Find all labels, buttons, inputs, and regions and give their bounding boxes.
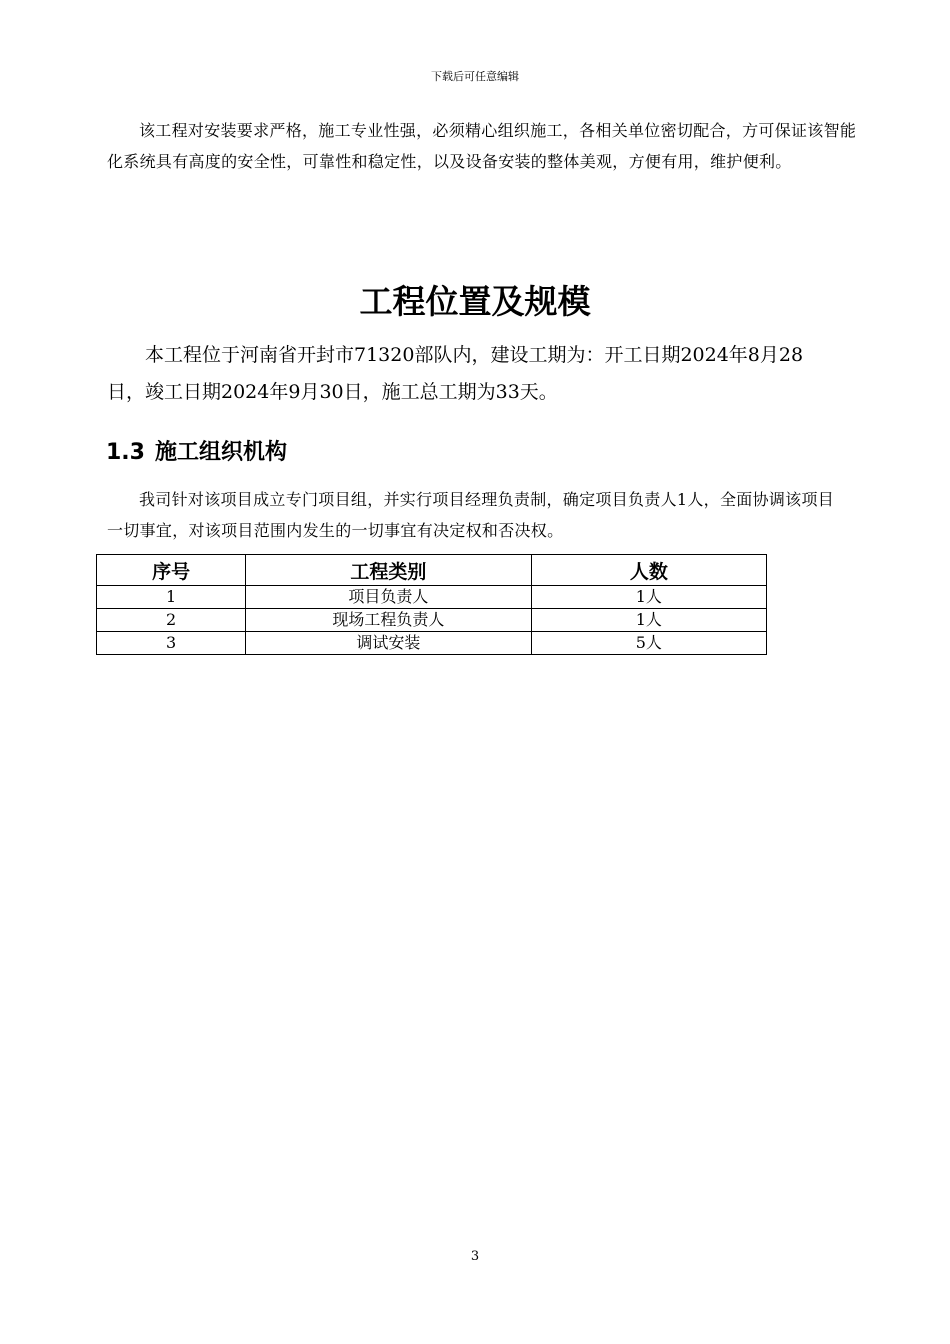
section-number: 1.3 <box>106 440 145 465</box>
column-header-headcount: 人数 <box>531 555 766 586</box>
location-paragraph: 本工程位于河南省开封市71320部队内，建设工期为：开工日期2024年8月28日，竣工日期2024年9月30日，施工总工期为33天。 <box>107 344 804 403</box>
column-header-index: 序号 <box>97 555 246 586</box>
table-cell-index: 3 <box>97 632 246 655</box>
section-heading-text: 施工组织机构 <box>154 440 287 465</box>
table-header-row <box>97 555 767 586</box>
intro-paragraph: 该工程对安装要求严格，施工专业性强，必须精心组织施工，各相关单位密切配合，方可保证该智能化系统具有高度的安全性，可靠性和稳定性，以及设备安装的整体美观，方便有用，维护便利。 <box>107 121 857 171</box>
column-header-category: 工程类别 <box>246 555 531 586</box>
table-cell-headcount: 5人 <box>531 632 766 655</box>
table-cell-headcount: 1人 <box>531 609 766 632</box>
staff-table <box>96 554 767 655</box>
section-heading-organization <box>106 436 287 470</box>
table-cell-headcount: 1人 <box>531 586 766 609</box>
page-number: 3 <box>470 1249 480 1264</box>
table-cell-category: 调试安装 <box>246 632 531 655</box>
header-note: 下载后可任意编辑 <box>431 70 519 83</box>
table-cell-category: 现场工程负责人 <box>246 609 531 632</box>
section-title-location: 工程位置及规模 <box>359 282 591 321</box>
organization-paragraph: 我司针对该项目成立专门项目组，并实行项目经理负责制，确定项目负责人1人，全面协调该项目一切事宜，对该项目范围内发生的一切事宜有决定权和否决权。 <box>107 490 835 540</box>
table-row <box>97 586 767 609</box>
table-cell-category: 项目负责人 <box>246 586 531 609</box>
table-cell-index: 2 <box>97 609 246 632</box>
table-row <box>97 609 767 632</box>
table-cell-index: 1 <box>97 586 246 609</box>
table-row <box>97 632 767 655</box>
